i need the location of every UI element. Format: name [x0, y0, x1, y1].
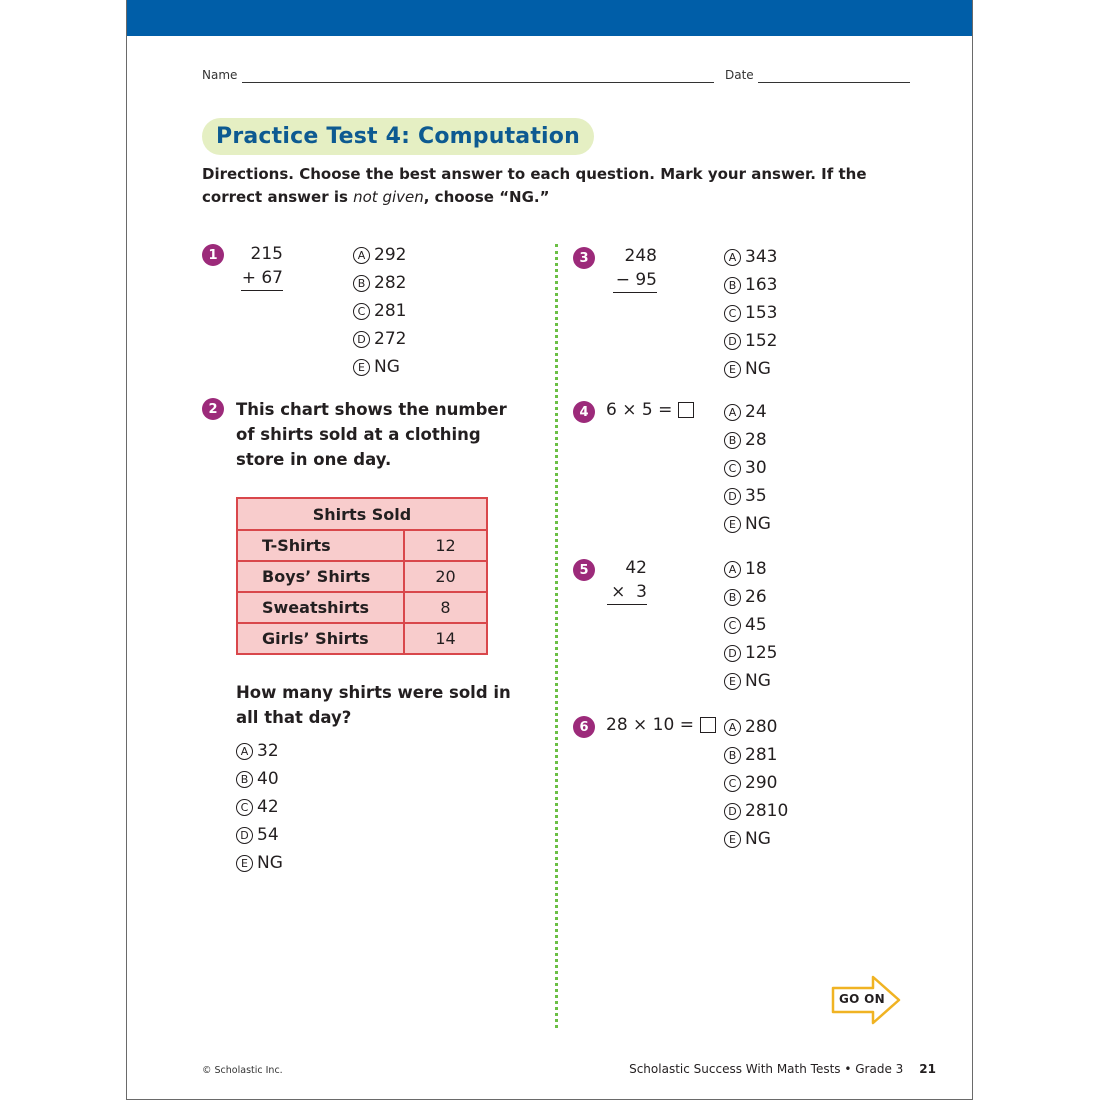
choice-q4-e[interactable] — [724, 510, 771, 538]
book-title: Scholastic Success With Math Tests • Grade 3 — [629, 1062, 904, 1076]
name-date-row — [202, 68, 912, 86]
choice-text: 153 — [745, 303, 778, 323]
answer-bubble[interactable]: A — [724, 719, 741, 736]
copyright: © Scholastic Inc. — [202, 1065, 283, 1076]
answer-bubble[interactable]: B — [724, 589, 741, 606]
choice-q2-a[interactable] — [236, 737, 283, 765]
choice-q2-c[interactable] — [236, 793, 283, 821]
answer-bubble[interactable]: C — [724, 775, 741, 792]
choice-text: 2810 — [745, 801, 789, 821]
choice-text: 40 — [257, 769, 279, 789]
choice-q4-d[interactable] — [724, 482, 771, 510]
choice-q1-a[interactable] — [353, 241, 406, 269]
name-field[interactable] — [242, 82, 714, 83]
q4-problem — [606, 400, 694, 420]
table-label: Girls’ Shirts — [237, 623, 404, 654]
choice-text: 35 — [745, 486, 767, 506]
answer-bubble[interactable]: B — [353, 275, 370, 292]
answer-bubble[interactable]: A — [353, 247, 370, 264]
choice-text: NG — [745, 671, 771, 691]
answer-box — [678, 402, 694, 418]
answer-bubble[interactable]: D — [353, 331, 370, 348]
directions-text-1: Directions. Choose the best answer to each question. Mark your answer. If the correct answer is — [202, 165, 867, 206]
choice-q1-e[interactable] — [353, 353, 406, 381]
table-value: 20 — [404, 561, 487, 592]
choice-q2-d[interactable] — [236, 821, 283, 849]
table-title: Shirts Sold — [237, 498, 487, 530]
q3-top-number: 248 — [624, 246, 657, 266]
answer-bubble[interactable]: C — [236, 799, 253, 816]
answer-bubble[interactable]: E — [724, 516, 741, 533]
question-number-6: 6 — [573, 716, 595, 738]
go-on-label: GO ON — [839, 992, 885, 1006]
page-footer — [629, 1062, 936, 1076]
answer-bubble[interactable]: B — [724, 747, 741, 764]
q5-choices — [724, 555, 777, 695]
choice-q3-e[interactable] — [724, 355, 777, 383]
choice-text: 18 — [745, 559, 767, 579]
table-row — [237, 561, 487, 592]
date-field[interactable] — [758, 82, 910, 83]
go-on-arrow[interactable] — [831, 975, 901, 1025]
answer-bubble[interactable]: D — [236, 827, 253, 844]
q5-bottom-number: × 3 — [607, 580, 647, 605]
choice-q6-e[interactable] — [724, 825, 788, 853]
answer-bubble[interactable]: E — [724, 673, 741, 690]
choice-text: 26 — [745, 587, 767, 607]
answer-bubble[interactable]: A — [724, 404, 741, 421]
choice-q6-c[interactable] — [724, 769, 788, 797]
choice-q6-d[interactable] — [724, 797, 788, 825]
q1-problem — [241, 242, 283, 291]
choice-text: 45 — [745, 615, 767, 635]
page-title: Practice Test 4: Computation — [216, 124, 580, 149]
choice-q3-c[interactable] — [724, 299, 777, 327]
question-number-2: 2 — [202, 398, 224, 420]
answer-bubble[interactable]: B — [724, 432, 741, 449]
answer-bubble[interactable]: C — [724, 460, 741, 477]
choice-text: 292 — [374, 245, 407, 265]
q3-bottom-number: − 95 — [613, 268, 657, 293]
question-number-5: 5 — [573, 559, 595, 581]
question-number-4: 4 — [573, 401, 595, 423]
directions-text-2: , choose “NG.” — [423, 188, 550, 206]
answer-bubble[interactable]: E — [236, 855, 253, 872]
choice-q4-c[interactable] — [724, 454, 771, 482]
choice-q1-b[interactable] — [353, 269, 406, 297]
q6-choices — [724, 713, 788, 853]
choice-text: 281 — [374, 301, 407, 321]
choice-q5-b[interactable] — [724, 583, 777, 611]
answer-bubble[interactable]: C — [353, 303, 370, 320]
q5-problem — [607, 556, 647, 605]
answer-box — [700, 717, 716, 733]
worksheet-page — [126, 0, 973, 1100]
q2-question: How many shirts were sold in all that day? — [236, 683, 511, 727]
date-label: Date — [725, 68, 754, 82]
question-number-3: 3 — [573, 247, 595, 269]
choice-q3-b[interactable] — [724, 271, 777, 299]
table-value: 8 — [404, 592, 487, 623]
answer-bubble[interactable]: D — [724, 333, 741, 350]
answer-bubble[interactable]: E — [353, 359, 370, 376]
answer-bubble[interactable]: D — [724, 803, 741, 820]
choice-text: 272 — [374, 329, 407, 349]
choice-text: 152 — [745, 331, 778, 351]
choice-text: NG — [745, 514, 771, 534]
choice-text: 281 — [745, 745, 778, 765]
choice-q5-c[interactable] — [724, 611, 777, 639]
column-divider — [555, 244, 558, 1028]
table-row — [237, 623, 487, 654]
choice-q6-b[interactable] — [724, 741, 788, 769]
answer-bubble[interactable]: A — [724, 249, 741, 266]
choice-text: 282 — [374, 273, 407, 293]
q4-expression: 6 × 5 = — [606, 400, 673, 420]
choice-q4-a[interactable] — [724, 398, 771, 426]
choice-text: NG — [257, 853, 283, 873]
choice-text: 290 — [745, 773, 778, 793]
q4-choices — [724, 398, 771, 538]
choice-q3-a[interactable] — [724, 243, 777, 271]
q1-bottom-number: + 67 — [241, 266, 283, 291]
q2-prompt: This chart shows the number of shirts sold at a clothing store in one day. — [236, 400, 507, 469]
answer-bubble[interactable]: E — [724, 361, 741, 378]
choice-text: 163 — [745, 275, 778, 295]
choice-q2-e[interactable] — [236, 849, 283, 877]
answer-bubble[interactable]: D — [724, 645, 741, 662]
q1-top-number: 215 — [250, 244, 283, 264]
choice-q3-d[interactable] — [724, 327, 777, 355]
choice-text: NG — [374, 357, 400, 377]
choice-text: 28 — [745, 430, 767, 450]
shirts-sold-table — [236, 497, 488, 655]
table-label: Sweatshirts — [237, 592, 404, 623]
answer-bubble[interactable]: A — [236, 743, 253, 760]
choice-q5-e[interactable] — [724, 667, 777, 695]
q3-problem — [613, 244, 657, 293]
table-row — [237, 530, 487, 561]
choice-q1-c[interactable] — [353, 297, 406, 325]
choice-text: 42 — [257, 797, 279, 817]
page-number: 21 — [919, 1062, 936, 1076]
q6-expression: 28 × 10 = — [606, 715, 694, 735]
q2-choices — [236, 737, 283, 877]
choice-q5-d[interactable] — [724, 639, 777, 667]
answer-bubble[interactable]: D — [724, 488, 741, 505]
choice-text: 280 — [745, 717, 778, 737]
choice-text: 32 — [257, 741, 279, 761]
choice-text: 343 — [745, 247, 778, 267]
q1-choices — [353, 241, 406, 381]
choice-q1-d[interactable] — [353, 325, 406, 353]
choice-q4-b[interactable] — [724, 426, 771, 454]
choice-text: NG — [745, 829, 771, 849]
answer-bubble[interactable]: A — [724, 561, 741, 578]
q3-choices — [724, 243, 777, 383]
table-value: 12 — [404, 530, 487, 561]
answer-bubble[interactable]: C — [724, 305, 741, 322]
table-row — [237, 592, 487, 623]
choice-text: 125 — [745, 643, 778, 663]
choice-text: 54 — [257, 825, 279, 845]
choice-text: 30 — [745, 458, 767, 478]
top-color-bar — [127, 0, 972, 36]
answer-bubble[interactable]: B — [724, 277, 741, 294]
table-value: 14 — [404, 623, 487, 654]
answer-bubble[interactable]: C — [724, 617, 741, 634]
name-label: Name — [202, 68, 238, 82]
question-number-1: 1 — [202, 244, 224, 266]
directions-emphasis: not given — [353, 188, 424, 206]
choice-q5-a[interactable] — [724, 555, 777, 583]
table-label: T-Shirts — [237, 530, 404, 561]
choice-q6-a[interactable] — [724, 713, 788, 741]
answer-bubble[interactable]: B — [236, 771, 253, 788]
title-banner — [202, 118, 594, 155]
choice-text: NG — [745, 359, 771, 379]
directions — [202, 163, 902, 209]
table-label: Boys’ Shirts — [237, 561, 404, 592]
answer-bubble[interactable]: E — [724, 831, 741, 848]
q6-problem — [606, 715, 716, 735]
choice-q2-b[interactable] — [236, 765, 283, 793]
choice-text: 24 — [745, 402, 767, 422]
q5-top-number: 42 — [625, 558, 647, 578]
